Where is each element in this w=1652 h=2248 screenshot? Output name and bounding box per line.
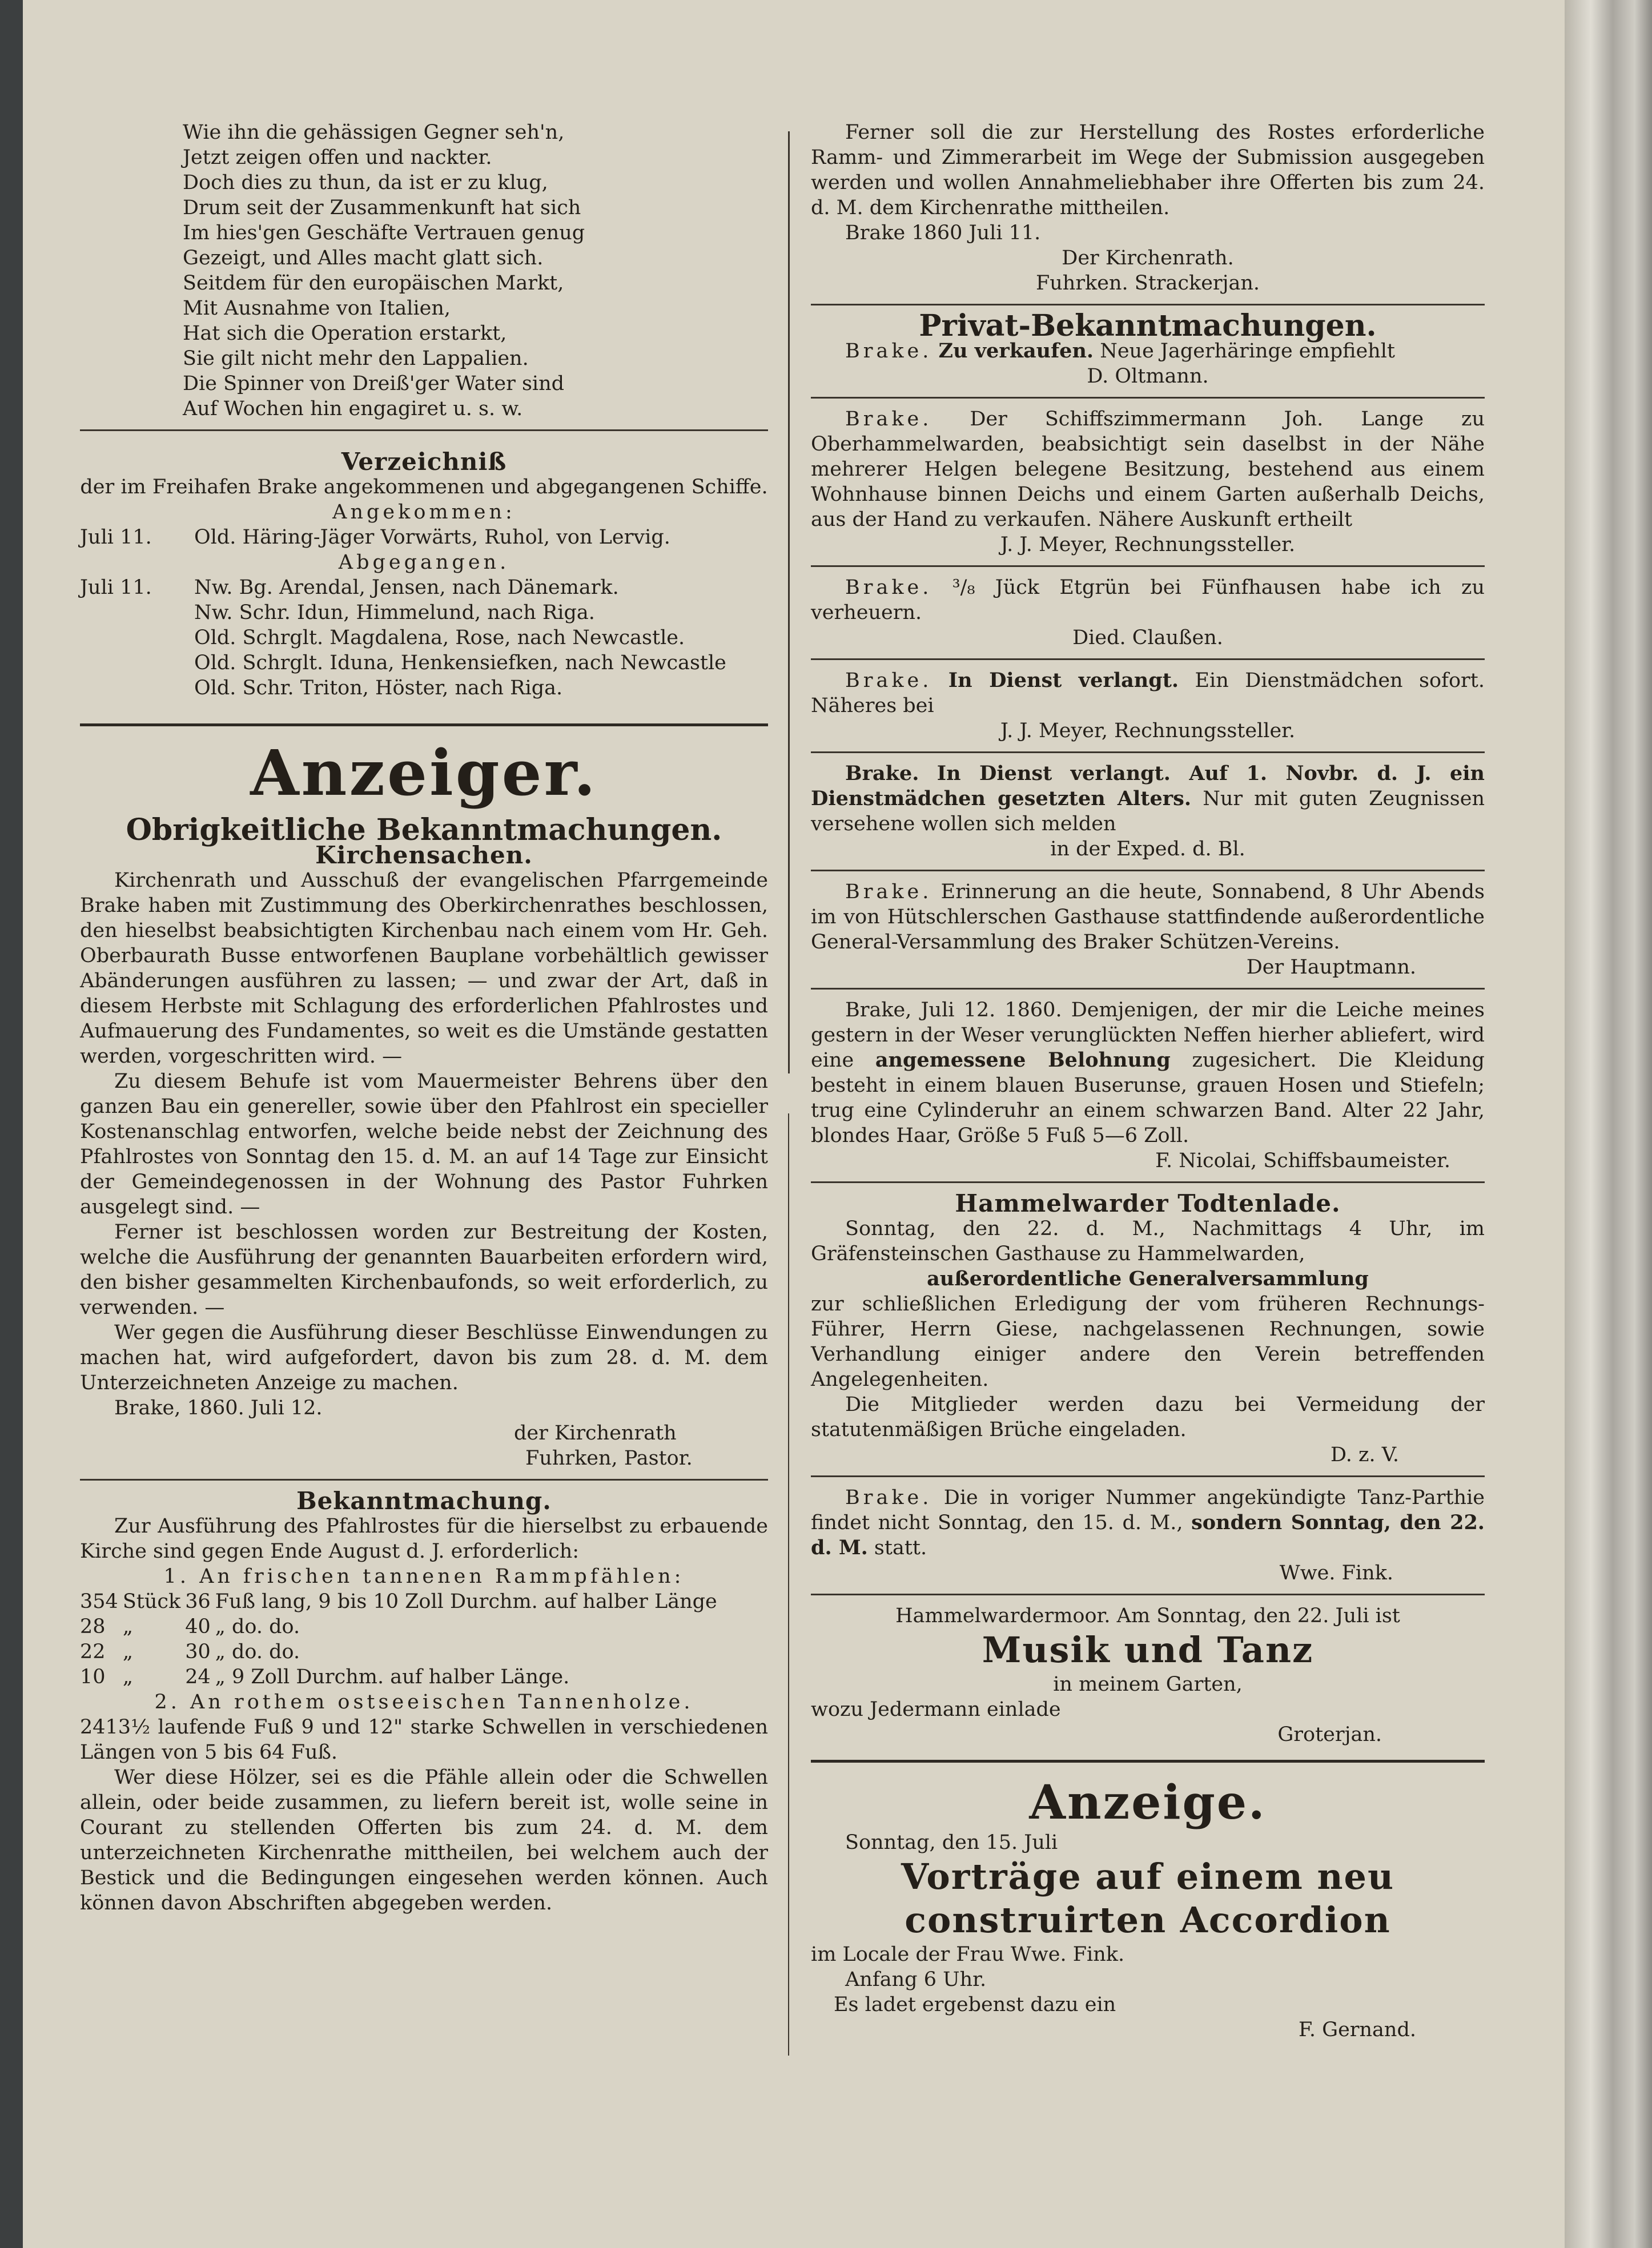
anzeige-text: Anfang 6 Uhr. bbox=[845, 1968, 987, 1991]
poem-line: Seitdem für den europäischen Markt, bbox=[183, 272, 564, 295]
ad-lead: Brake. bbox=[845, 576, 932, 599]
ship-date bbox=[80, 625, 194, 650]
church-date: Brake, 1860. Juli 12. bbox=[114, 1397, 323, 1419]
anzeige-date: Sonntag, den 15. Juli bbox=[845, 1831, 1058, 1854]
divider bbox=[811, 1475, 1485, 1477]
ad bbox=[811, 668, 1485, 743]
bekannt-section: 1. An frischen tannenen Rammpfählen: bbox=[163, 1565, 685, 1588]
reward-sign: F. Nicolai, Schiffsbaumeister. bbox=[1155, 1149, 1450, 1172]
section-divider bbox=[811, 1760, 1485, 1763]
table-row bbox=[80, 1639, 722, 1664]
poem-line: Mit Ausnahme von Italien, bbox=[183, 297, 451, 320]
unit: Stück bbox=[122, 1590, 181, 1613]
ship-row bbox=[80, 625, 768, 650]
divider bbox=[811, 751, 1485, 753]
ship-entry: Old. Schrglt. Iduna, Henkensiefken, nach Newcastle bbox=[194, 652, 726, 674]
departed-title: Abgegangen. bbox=[338, 551, 510, 574]
church-title: Kirchensachen. bbox=[315, 841, 533, 869]
anzeige-sign: F. Gernand. bbox=[1299, 2018, 1416, 2041]
official-title: Obrigkeitliche Bekanntmachungen. bbox=[126, 813, 722, 847]
ad bbox=[811, 879, 1485, 980]
length: 24 bbox=[185, 1666, 211, 1688]
ships-subtitle: der im Freihafen Brake angekommenen und abgegangenen Schiffe. bbox=[80, 476, 768, 498]
tanz-sign: Wwe. Fink. bbox=[1279, 1562, 1393, 1585]
bekannt-title: Bekanntmachung. bbox=[296, 1487, 552, 1515]
ad-head: In Dienst verlangt. bbox=[948, 669, 1179, 692]
ad-text: Nur mit guten Zeugnissen versehene wollen sich melden bbox=[811, 787, 1485, 835]
column-rule-upper bbox=[788, 131, 790, 1073]
poem-line: Die Spinner von Dreiß'ger Water sind bbox=[183, 372, 565, 395]
spec: „ 9 Zoll Durchm. auf halber Länge. bbox=[215, 1666, 570, 1688]
ship-row bbox=[80, 675, 768, 701]
church-sign: Fuhrken, Pastor. bbox=[525, 1447, 693, 1470]
ship-date bbox=[80, 600, 194, 625]
newspaper-page bbox=[23, 0, 1565, 2248]
poem-line: Gezeigt, und Alles macht glatt sich. bbox=[183, 247, 544, 270]
divider bbox=[811, 1181, 1485, 1183]
ad bbox=[811, 761, 1485, 862]
poem-line: Sie gilt nicht mehr den Lappalien. bbox=[183, 347, 529, 370]
poem-line: Drum seit der Zusammenkunft hat sich bbox=[183, 196, 581, 219]
musik-sign: Groterjan. bbox=[1277, 1723, 1382, 1746]
ad-lead: Brake. bbox=[845, 408, 932, 431]
binding-gutter bbox=[0, 0, 23, 2248]
ship-entry: Nw. Bg. Arendal, Jensen, nach Dänemark. bbox=[194, 576, 619, 599]
length: 30 bbox=[185, 1640, 211, 1663]
poem-line: Doch dies zu thun, da ist er zu klug, bbox=[183, 171, 548, 194]
musik-title: Musik und Tanz bbox=[982, 1629, 1314, 1671]
tender-date: Brake 1860 Juli 11. bbox=[845, 222, 1041, 244]
reward-ad bbox=[811, 998, 1485, 1173]
ship-date: Juli 11. bbox=[80, 526, 152, 549]
qty: 28 bbox=[80, 1615, 106, 1638]
poem-line: Auf Wochen hin engagiret u. s. w. bbox=[183, 397, 523, 420]
tanz-bold: sondern Sonntag, den 22. d. M. bbox=[811, 1511, 1485, 1559]
reward-lead: Brake, Juli 12. 1860. bbox=[845, 999, 1062, 1022]
todtenlade-sign: D. z. V. bbox=[1330, 1443, 1399, 1466]
length: 36 bbox=[185, 1590, 211, 1613]
anzeige-title: Anzeige. bbox=[1029, 1775, 1267, 1830]
divider bbox=[811, 397, 1485, 399]
unit: „ bbox=[122, 1666, 133, 1688]
bekannt-section: 2. An rothem ostseeischen Tannenholze. bbox=[154, 1691, 694, 1714]
ship-row bbox=[80, 525, 768, 550]
page-edge bbox=[1565, 0, 1652, 2248]
ship-row bbox=[80, 650, 768, 675]
right-column bbox=[811, 120, 1485, 2042]
church-paragraph: Zu diesem Behufe ist vom Mauermeister Behrens über den ganzen Bau ein genereller, sowie über den Pfahlrost ein specieller Kostenanschlag entworfen, welche beide nebst der Zeichnung des Pfahlrostes von Sonntag den 15. d. M. an auf 14 Tage zur Einsicht der Gemeindegenossen in der Wohnung des Pastor Fuhrken ausgelegt sind. — bbox=[80, 1070, 768, 1218]
table-row bbox=[80, 1664, 722, 1690]
qty: 22 bbox=[80, 1640, 106, 1663]
table-row bbox=[80, 1614, 722, 1639]
ad-head: Zu verkaufen. bbox=[938, 339, 1094, 363]
ship-date bbox=[80, 650, 194, 675]
ad-text: Der Schiffszimmermann Joh. Lange zu Oberhammelwarden, beabsichtigt sein daselbst in der Nähe mehrerer Helgen belegene Besitzung, bestehend aus einem Wohnhause binnen Deichs und einem Garten außerhalb Deichs, aus der Hand zu verkaufen. Nähere Auskunft ertheilt bbox=[811, 408, 1485, 531]
poem bbox=[80, 120, 768, 421]
ad bbox=[811, 407, 1485, 557]
todtenlade-text: zur schließlichen Erledigung der vom früheren Rechnungs-Führer, Herrn Giese, nachgelassenen Rechnungen, sowie Verhandlung einiger andere den Verein betreffenden Angelegenheiten. bbox=[811, 1293, 1485, 1391]
section-divider bbox=[80, 723, 768, 726]
bekannt-paragraph: Wer diese Hölzer, sei es die Pfähle allein oder die Schwellen allein, oder beide zusammen, zu liefern bereit ist, wolle seine in Courant zu stellenden Offerten bis zum 24. d. M. dem unterzeichneten Kirchenrathe mittheilen, bei welchem auch der Bestick und die Bedingungen eingesehen werden können. Auch können davon Abschriften abgegeben werden. bbox=[80, 1766, 768, 1915]
timber-table bbox=[80, 1589, 722, 1690]
anzeige-head: Vorträge auf einem neu construirten Accordion bbox=[901, 1856, 1395, 1941]
left-column bbox=[80, 120, 768, 1916]
spec: Fuß lang, 9 bis 10 Zoll Durchm. auf halber Länge bbox=[215, 1590, 717, 1613]
divider bbox=[811, 304, 1485, 305]
ship-row bbox=[80, 575, 768, 600]
unit: „ bbox=[122, 1615, 133, 1638]
qty: 354 bbox=[80, 1590, 118, 1613]
table-row bbox=[80, 1589, 722, 1614]
ad bbox=[811, 339, 1485, 389]
divider bbox=[811, 988, 1485, 990]
divider bbox=[811, 1594, 1485, 1595]
column-rule-lower bbox=[788, 1113, 789, 2056]
tender-paragraph: Ferner soll die zur Herstellung des Rostes erforderliche Ramm- und Zimmerarbeit im Wege der Submission ausgegeben werden und wollen Annahmeliebhaber ihre Offerten bis zum 24. d. M. dem Kirchenrathe mittheilen. bbox=[811, 121, 1485, 219]
church-paragraph: Wer gegen die Ausführung dieser Beschlüsse Einwendungen zu machen hat, wird aufgefordert, davon bis zum 28. d. M. dem Unterzeichneten Anzeige zu machen. bbox=[80, 1321, 768, 1394]
tanz-end: statt. bbox=[874, 1537, 927, 1559]
ad-head: In Dienst verlangt. Auf 1. Novbr. d. J. ein Dienstmädchen gesetzten Alters. bbox=[811, 762, 1485, 810]
anzeige-text: im Locale der Frau Wwe. Fink. bbox=[811, 1943, 1125, 1966]
ad-sign: in der Exped. d. Bl. bbox=[1050, 838, 1245, 860]
qty: 10 bbox=[80, 1666, 106, 1688]
divider bbox=[811, 658, 1485, 660]
ad-lead: Brake. bbox=[845, 669, 932, 692]
ad-sign: D. Oltmann. bbox=[1087, 365, 1209, 388]
ad-sign: Der Hauptmann. bbox=[1246, 956, 1416, 979]
todtenlade-text: Die Mitglieder werden dazu bei Vermeidung der statutenmäßigen Brüche eingeladen. bbox=[811, 1393, 1485, 1441]
ad-sign: J. J. Meyer, Rechnungssteller. bbox=[1000, 719, 1296, 742]
reward-text: zugesichert. Die Kleidung besteht in einem blauen Buserunse, grauen Hosen und Stiefeln; trug eine Cylinderuhr an einem schwarzen Band. Alter 22 Jahr, blondes Haar, Größe 5 Fuß 5—6 Zoll. bbox=[811, 1049, 1485, 1147]
spec: „ do. do. bbox=[215, 1640, 300, 1663]
poem-line: Im hies'gen Geschäfte Vertrauen genug bbox=[183, 222, 585, 244]
ship-entry: Old. Häring-Jäger Vorwärts, Ruhol, von Lervig. bbox=[194, 526, 670, 549]
tender-sign: Der Kirchenrath. bbox=[1062, 247, 1234, 270]
tanz-text: Die in voriger Nummer angekündigte Tanz-Parthie findet nicht Sonntag, den 15. d. M., bbox=[811, 1486, 1485, 1534]
bekannt-row: 2413½ laufende Fuß 9 und 12" starke Schwellen in verschiedenen Längen von 5 bis 64 Fuß. bbox=[80, 1716, 768, 1764]
ad-text: ³/₈ Jück Etgrün bei Fünfhausen habe ich zu verheuern. bbox=[811, 576, 1485, 624]
length: 40 bbox=[185, 1615, 211, 1638]
ad-text: Erinnerung an die heute, Sonnabend, 8 Uhr Abends im von Hütschlerschen Gasthause stattfindende außerordentliche General-Versammlung des Braker Schützen-Vereins. bbox=[811, 880, 1485, 954]
unit: „ bbox=[122, 1640, 133, 1663]
church-paragraph: Kirchenrath und Ausschuß der evangelischen Pfarrgemeinde Brake haben mit Zustimmung des Oberkirchenrathes beschlossen, den hieselbst beabsichtigten Kirchenbau nach einem vom Hr. Geh. Oberbaurath Busse entworfenen Bauplane vorbehältlich gewisser Abänderungen ausführen zu lassen; — und zwar der Art, daß in diesem Herbste mit Schlagung des erforderlichen Pfahlrostes und Aufmauerung des Fundamentes, so weit es die Umstände gestatten werden, vorgeschritten wird. — bbox=[80, 869, 768, 1068]
divider bbox=[811, 870, 1485, 871]
tanz-lead: Brake. bbox=[845, 1486, 932, 1509]
ship-date: Juli 11. bbox=[80, 576, 152, 599]
musik-text: wozu Jedermann einlade bbox=[811, 1698, 1061, 1721]
anzeige-text: Es ladet ergebenst dazu ein bbox=[834, 1993, 1116, 2016]
divider bbox=[811, 565, 1485, 567]
ad bbox=[811, 575, 1485, 650]
ad-lead: Brake. bbox=[845, 340, 932, 363]
privat-title: Privat-Bekanntmachungen. bbox=[919, 308, 1377, 343]
poem-line: Jetzt zeigen offen und nackter. bbox=[183, 146, 492, 169]
todtenlade-sub: außerordentliche Generalversammlung bbox=[927, 1267, 1369, 1290]
church-paragraph: Ferner ist beschlossen worden zur Bestreitung der Kosten, welche die Ausführung der genannten Bauarbeiten erfordern wird, den bisher gesammelten Kirchenbaufonds, so weit erforderlich, zu verwenden. — bbox=[80, 1221, 768, 1319]
arrived-title: Angekommen: bbox=[332, 501, 516, 524]
tender-sign: Fuhrken. Strackerjan. bbox=[1035, 272, 1260, 295]
poem-line: Hat sich die Operation erstarkt, bbox=[183, 322, 507, 345]
ship-entry: Old. Schr. Triton, Höster, nach Riga. bbox=[194, 677, 563, 699]
reward-bold: angemessene Belohnung bbox=[875, 1048, 1171, 1072]
spec: „ do. do. bbox=[215, 1615, 300, 1638]
church-sign: der Kirchenrath bbox=[514, 1422, 677, 1445]
ship-entry: Old. Schrglt. Magdalena, Rose, nach Newcastle. bbox=[194, 626, 685, 649]
bekannt-intro: Zur Ausführung des Pfahlrostes für die hierselbst zu erbauende Kirche sind gegen Ende August d. J. erforderlich: bbox=[80, 1515, 768, 1563]
ad-text: Neue Jagerhäringe empfiehlt bbox=[1100, 340, 1395, 363]
ship-entry: Nw. Schr. Idun, Himmelund, nach Riga. bbox=[194, 601, 595, 624]
musik-lead: Hammelwardermoor. Am Sonntag, den 22. Juli ist bbox=[895, 1604, 1400, 1627]
ad-sign: Died. Claußen. bbox=[1072, 626, 1223, 649]
anzeiger-title: Anzeiger. bbox=[250, 736, 598, 810]
ships-title: Verzeichniß bbox=[341, 448, 507, 476]
ad-sign: J. J. Meyer, Rechnungssteller. bbox=[1000, 533, 1296, 556]
todtenlade-title: Hammelwarder Todtenlade. bbox=[955, 1189, 1341, 1217]
poem-line: Wie ihn die gehässigen Gegner seh'n, bbox=[183, 121, 565, 144]
ad-text: Ein Dienstmädchen sofort. Näheres bei bbox=[811, 669, 1485, 717]
todtenlade-text: Sonntag, den 22. d. M., Nachmittags 4 Uhr, im Gräfensteinschen Gasthause zu Hammelwarden, bbox=[811, 1217, 1485, 1265]
ship-date bbox=[80, 675, 194, 701]
ship-row bbox=[80, 600, 768, 625]
divider bbox=[80, 429, 768, 431]
ad-lead: Brake. bbox=[845, 762, 919, 785]
divider bbox=[80, 1479, 768, 1481]
reward-text: Demjenigen, der mir die Leiche meines gestern in der Weser verunglückten Neffen hierher abliefert, wird eine bbox=[811, 999, 1485, 1072]
ad-lead: Brake. bbox=[845, 880, 932, 903]
musik-text: in meinem Garten, bbox=[1053, 1673, 1243, 1696]
